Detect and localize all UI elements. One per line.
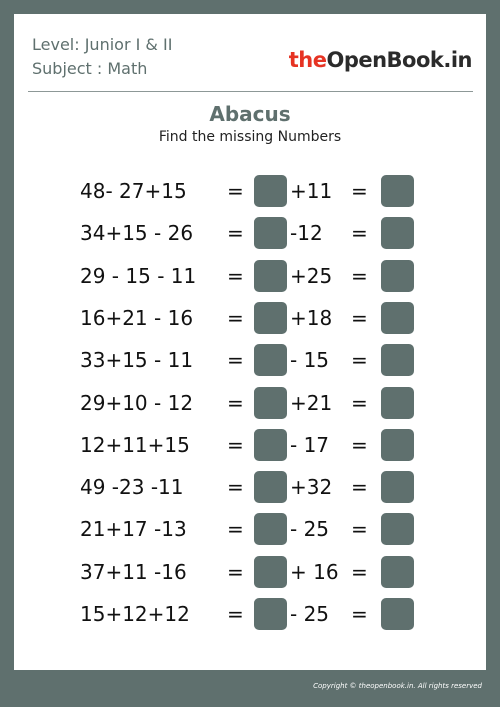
equals-sign: = xyxy=(227,221,244,246)
problem-expression: 48- 27+15 xyxy=(80,179,187,203)
equals-sign: = xyxy=(227,390,244,415)
equals-sign: = xyxy=(227,602,244,626)
answer-box-first[interactable] xyxy=(254,175,287,207)
page-title: Abacus xyxy=(209,102,291,126)
problem-row xyxy=(14,173,486,209)
answer-box-first[interactable] xyxy=(254,598,287,630)
equals-sign: = xyxy=(227,348,244,373)
operation-term: - 17 xyxy=(290,432,330,457)
level-label: Level: Junior I & II xyxy=(32,35,173,54)
answer-box-second[interactable] xyxy=(381,513,414,545)
problem-row xyxy=(14,469,486,505)
answer-box-second[interactable] xyxy=(381,471,414,503)
equals-sign: = xyxy=(227,305,244,330)
problem-expression: 12+11+15 xyxy=(80,432,190,457)
operation-term: +32 xyxy=(290,475,333,500)
brand-logo xyxy=(289,48,472,72)
worksheet-page xyxy=(14,14,486,670)
answer-box-first[interactable] xyxy=(254,344,287,376)
problem-row xyxy=(14,596,486,632)
answer-box-second[interactable] xyxy=(381,260,414,292)
operation-term: - 15 xyxy=(290,348,330,373)
equals-sign: = xyxy=(351,517,368,542)
problem-expression: 29+10 - 12 xyxy=(80,390,194,415)
operation-term: +18 xyxy=(290,305,333,330)
answer-box-first[interactable] xyxy=(254,302,287,334)
operation-term: +25 xyxy=(290,263,333,288)
answer-box-first[interactable] xyxy=(254,513,287,545)
answer-box-second[interactable] xyxy=(381,344,414,376)
problem-expression: 37+11 -16 xyxy=(80,559,187,584)
problem-row xyxy=(14,511,486,547)
equals-sign: = xyxy=(227,559,244,584)
problem-expression: 29 - 15 - 11 xyxy=(80,263,197,288)
equals-sign: = xyxy=(351,305,368,330)
answer-box-second[interactable] xyxy=(381,302,414,334)
operation-term: - 25 xyxy=(290,517,330,542)
equals-sign: = xyxy=(227,179,244,203)
subject-label: Subject : Math xyxy=(32,59,148,78)
equals-sign: = xyxy=(227,517,244,542)
problem-expression: 34+15 - 26 xyxy=(80,221,194,246)
operation-term: + 16 xyxy=(290,559,339,584)
answer-box-first[interactable] xyxy=(254,556,287,588)
answer-box-second[interactable] xyxy=(381,175,414,207)
problem-expression: 15+12+12 xyxy=(80,602,190,626)
operation-term: +11 xyxy=(290,179,333,203)
problem-row xyxy=(14,258,486,294)
problem-expression: 33+15 - 11 xyxy=(80,348,194,373)
equals-sign: = xyxy=(351,475,368,500)
operation-term: - 25 xyxy=(290,602,330,626)
equals-sign: = xyxy=(227,475,244,500)
equals-sign: = xyxy=(351,432,368,457)
equals-sign: = xyxy=(351,263,368,288)
answer-box-first[interactable] xyxy=(254,217,287,249)
problem-expression: 16+21 - 16 xyxy=(80,305,194,330)
page-instructions: Find the missing Numbers xyxy=(158,129,342,145)
answer-box-second[interactable] xyxy=(381,598,414,630)
equals-sign: = xyxy=(351,390,368,415)
answer-box-first[interactable] xyxy=(254,471,287,503)
equals-sign: = xyxy=(351,179,368,203)
equals-sign: = xyxy=(351,221,368,246)
brand-logo-part-openbook: OpenBook.in xyxy=(326,48,472,72)
problem-row xyxy=(14,342,486,378)
equals-sign: = xyxy=(351,602,368,626)
answer-box-second[interactable] xyxy=(381,217,414,249)
equals-sign: = xyxy=(227,432,244,457)
equals-sign: = xyxy=(227,263,244,288)
problem-row xyxy=(14,427,486,463)
answer-box-second[interactable] xyxy=(381,556,414,588)
answer-box-second[interactable] xyxy=(381,429,414,461)
problem-row xyxy=(14,215,486,251)
copyright-notice: Copyright © theopenbook.in. All rights reserved xyxy=(313,682,482,690)
answer-box-first[interactable] xyxy=(254,387,287,419)
problem-row xyxy=(14,554,486,590)
operation-term: -12 xyxy=(290,221,323,246)
answer-box-first[interactable] xyxy=(254,260,287,292)
equals-sign: = xyxy=(351,559,368,584)
equals-sign: = xyxy=(351,348,368,373)
operation-term: +21 xyxy=(290,390,333,415)
problem-expression: 49 -23 -11 xyxy=(80,475,184,500)
problem-row xyxy=(14,300,486,336)
brand-logo-part-the: the xyxy=(288,48,327,72)
problem-row xyxy=(14,385,486,421)
problem-expression: 21+17 -13 xyxy=(80,517,187,542)
header-divider xyxy=(28,91,473,92)
answer-box-first[interactable] xyxy=(254,429,287,461)
answer-box-second[interactable] xyxy=(381,387,414,419)
